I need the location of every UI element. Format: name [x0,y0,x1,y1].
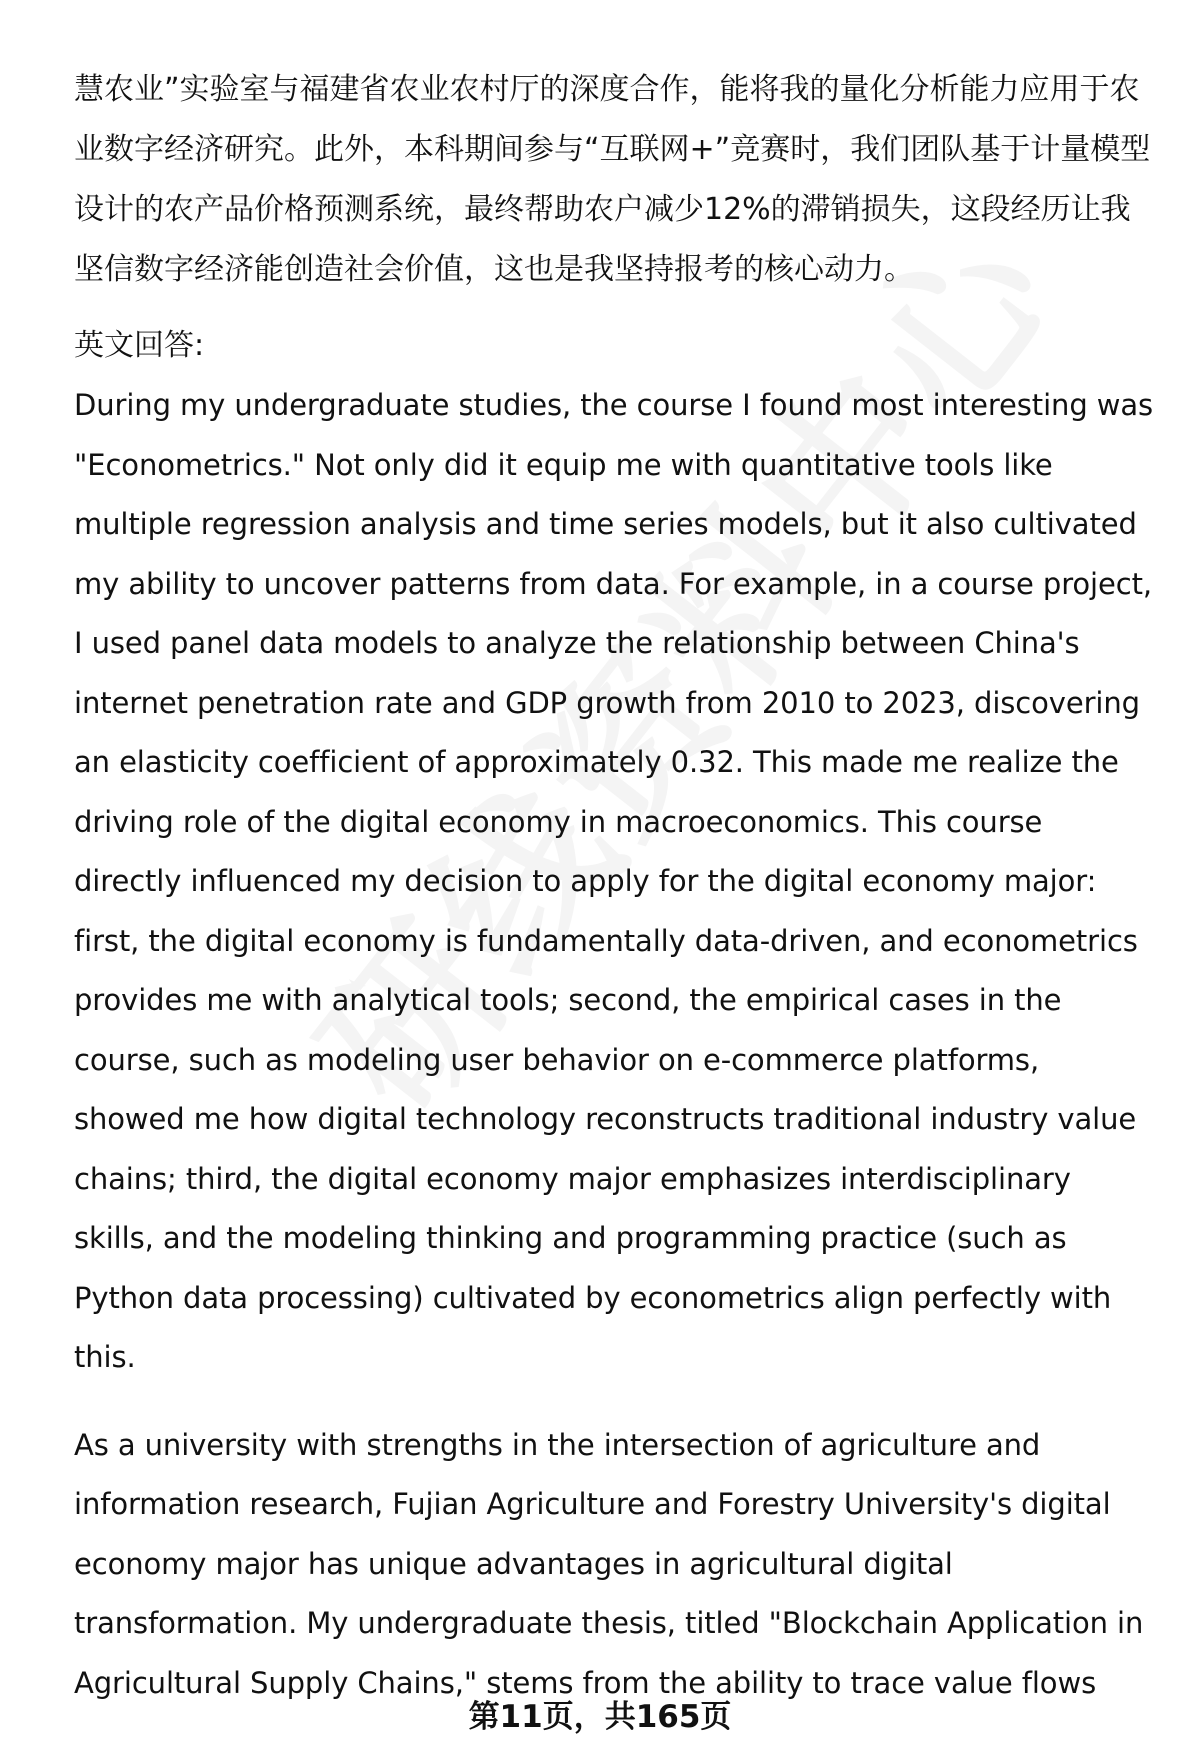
english-answer-heading: 英文回答: [74,328,205,363]
paragraph-english-1: During my undergraduate studies, the course I found most interesting was "Econometrics." Not only did it equip me with quantitative tools like multiple regression analysis and time series models, but it also cultivated my ability to uncover patterns from data. For example, in a course project, I used panel data models to analyze the relationship between China's internet penetration rate and GDP growth from 2010 to 2023, discovering an elasticity coefficient of approximately 0.32. This made me realize the driving role of the digital economy in macroeconomics. This course directly influenced my decision to apply for the digital economy major: first, the digital economy is fundamentally data-driven, and econometrics provides me with analytical tools; second, the empirical cases in the course, such as modeling user behavior on e-commerce platforms, showed me how digital technology reconstructs traditional industry value chains; third, the digital economy major emphasizes interdisciplinary skills, and the modeling thinking and programming practice (such as Python data processing) cultivated by econometrics align perfectly with this. [74,388,1154,1374]
page-number-footer: 第11页，共165页 [468,1699,732,1735]
document-body [74,60,1154,1713]
paragraph-english-2: As a university with strengths in the intersection of agriculture and information research, Fujian Agriculture and Forestry University's digital economy major has unique advantages in agricultural digital transformation. My undergraduate thesis, titled "Blockchain Application in Agricultural Supply Chains," stems from the ability to trace value flows [74,1427,1144,1700]
paragraph-chinese: 慧农业”实验室与福建省农业农村厅的深度合作，能将我的量化分析能力应用于农业数字经济研究。此外，本科期间参与“互联网+”竞赛时，我们团队基于计量模型设计的农产品价格预测系统，最终帮助农户减少12%的滞销损失，这段经历让我坚信数字经济能创造社会价值，这也是我坚持报考的核心动力。 [74,72,1151,287]
